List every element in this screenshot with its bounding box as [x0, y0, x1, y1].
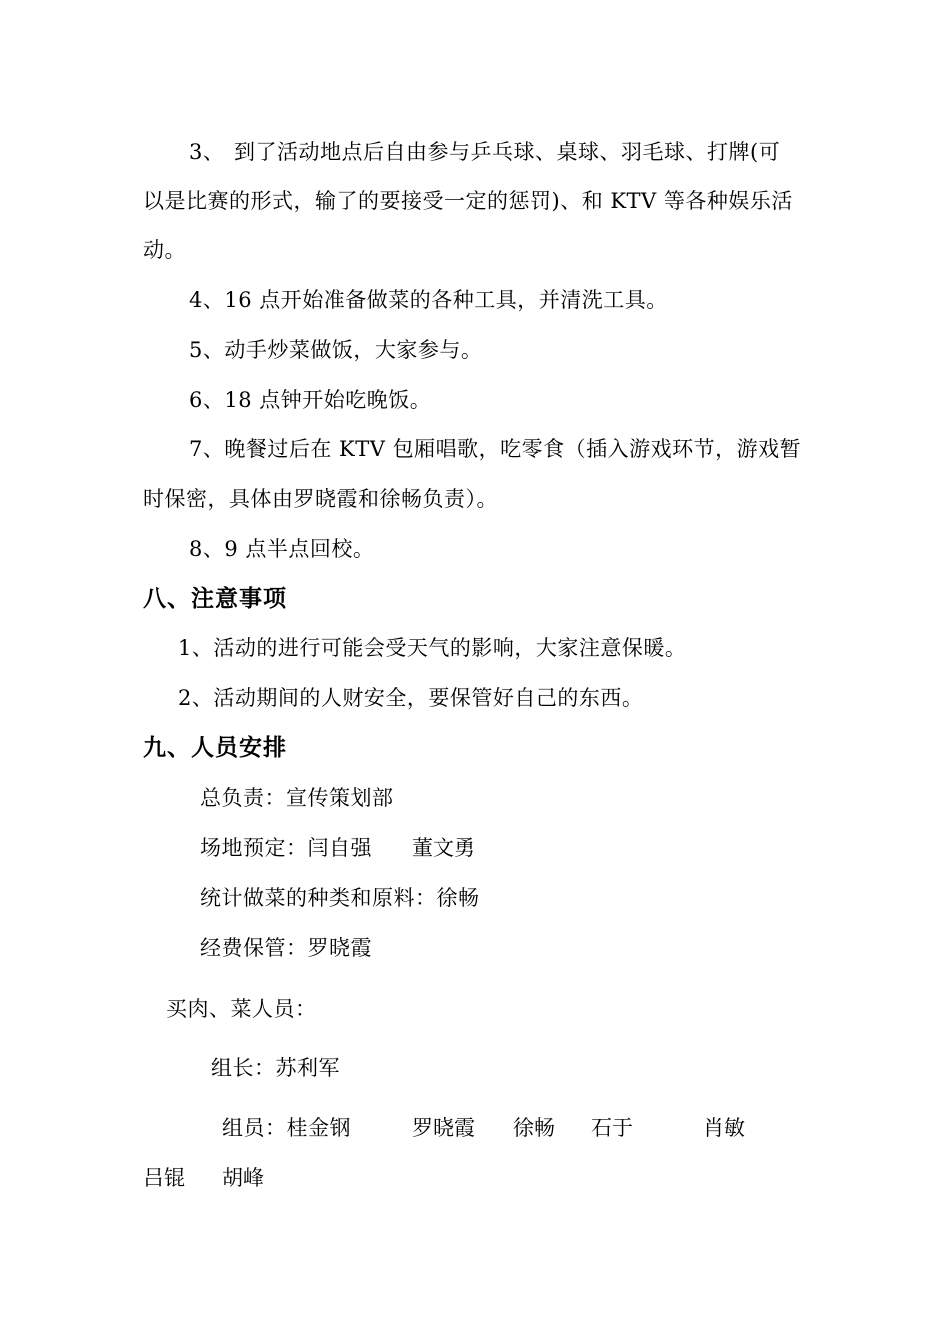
- schedule-item-3-line-2: 以是比赛的形式，输了的要接受一定的惩罚)、和 KTV 等各种娱乐活: [143, 189, 793, 213]
- schedule-item-7-line-2: 时保密，具体由罗晓霞和徐畅负责）。: [143, 487, 498, 511]
- staff-venue-second: 董文勇: [412, 836, 475, 860]
- staff-shopping-members-label: 组员：桂金钢: [222, 1116, 351, 1140]
- notes-item-2: 2、活动期间的人财安全，要保管好自己的东西。: [178, 686, 644, 710]
- section-heading-notes: 八、注意事项: [143, 586, 287, 612]
- staff-member: 罗晓霞: [412, 1116, 475, 1140]
- schedule-item-3-line-1: 到了活动地点后自由参与乒乓球、桌球、羽毛球、打牌(可: [234, 140, 781, 164]
- staff-overall: 总负责：宣传策划部: [200, 786, 394, 810]
- schedule-item-3-number: 3、: [189, 140, 225, 164]
- staff-member: 徐畅: [513, 1116, 555, 1140]
- staff-member: 胡峰: [222, 1166, 264, 1190]
- staff-member: 吕锟: [143, 1166, 185, 1190]
- staff-venue: 场地预定：闫自强: [200, 836, 372, 860]
- staff-dishes: 统计做菜的种类和原料：徐畅: [200, 886, 480, 910]
- staff-member: 石于: [591, 1116, 633, 1140]
- notes-item-1: 1、活动的进行可能会受天气的影响，大家注意保暖。: [178, 636, 687, 660]
- schedule-item-4: 4、16 点开始准备做菜的各种工具，并清洗工具。: [189, 288, 668, 312]
- staff-budget: 经费保管：罗晓霞: [200, 936, 372, 960]
- section-heading-staff: 九、人员安排: [143, 735, 287, 761]
- schedule-item-8: 8、9 点半点回校。: [189, 537, 375, 561]
- schedule-item-7-line-1: 7、晚餐过后在 KTV 包厢唱歌，吃零食（插入游戏环节，游戏暂: [189, 437, 802, 461]
- staff-shopping-title: 买肉、菜人员：: [166, 997, 317, 1021]
- schedule-item-6: 6、18 点钟开始吃晚饭。: [189, 388, 432, 412]
- staff-member: 肖敏: [703, 1116, 745, 1140]
- staff-shopping-leader: 组长：苏利军: [211, 1056, 340, 1080]
- schedule-item-5: 5、动手炒菜做饭，大家参与。: [189, 338, 483, 362]
- schedule-item-3-line-3: 动。: [143, 238, 186, 262]
